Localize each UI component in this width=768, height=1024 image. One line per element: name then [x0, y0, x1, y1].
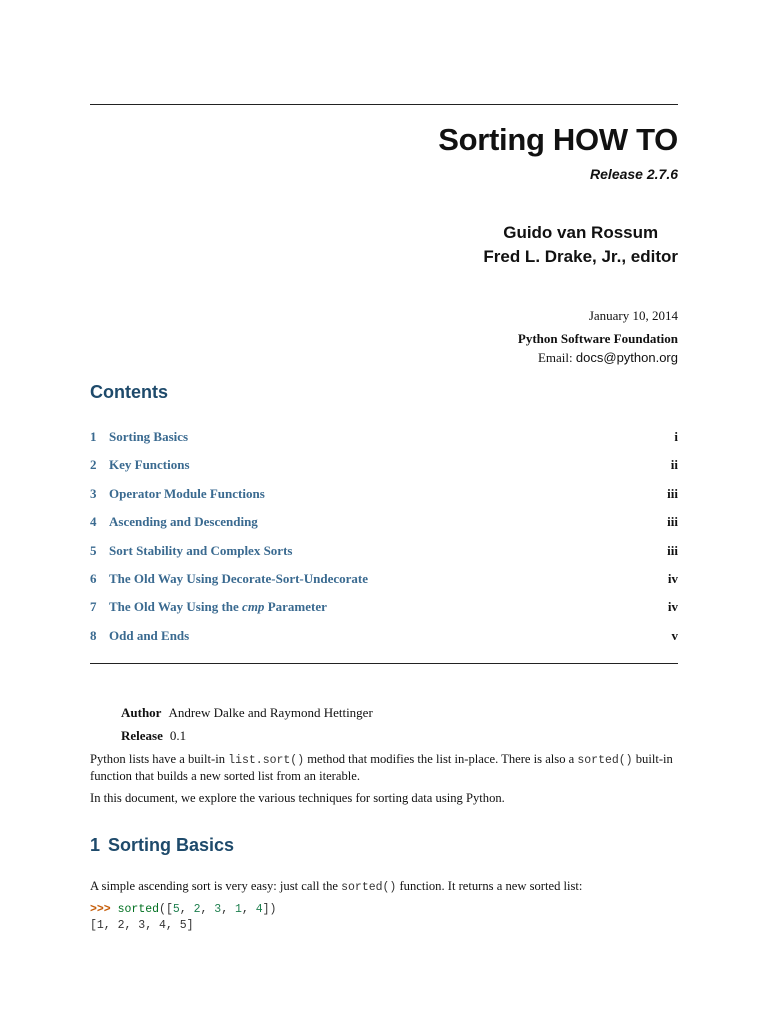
code-punct: ([	[159, 903, 173, 916]
document-meta	[518, 306, 678, 367]
author-name: Guido van Rossum	[503, 223, 659, 242]
toc-item-number: 6	[90, 570, 97, 586]
code-punct: ])	[262, 903, 277, 916]
toc-item[interactable]	[90, 570, 678, 598]
toc-item-link[interactable]	[109, 598, 327, 616]
section-number: 1	[90, 835, 101, 855]
email-label: Email:	[537, 350, 573, 365]
toc-item-number: 4	[90, 514, 97, 530]
toc-item-number: 1	[90, 429, 97, 444]
code-number: 3	[214, 903, 222, 916]
toc-item[interactable]	[90, 456, 678, 484]
inline-code[interactable]: sorted()	[577, 754, 633, 767]
organization-name: Python Software Foundation	[517, 331, 678, 346]
release-field	[121, 728, 186, 744]
intro-paragraph-2: In this document, we explore the various techniques for sorting data using Python.	[90, 791, 505, 805]
section-heading	[90, 835, 234, 856]
toc-item-page: iv	[667, 599, 678, 615]
section-paragraph	[90, 879, 682, 896]
toc-item-page: iii	[667, 542, 678, 558]
code-output-line: [1, 2, 3, 4, 5]	[90, 919, 194, 932]
text-run: built-in function that builds a new sorted list from an iterable.	[90, 752, 673, 783]
toc-item-page: iv	[667, 570, 678, 586]
code-prompt: >>>	[90, 903, 111, 916]
toc-item-number: 7	[90, 599, 97, 615]
toc-label-emphasis: cmp	[242, 599, 265, 615]
document-date: January 10, 2014	[588, 308, 678, 323]
toc-item-link[interactable]: Sort Stability and Complex Sorts	[109, 542, 293, 558]
release-field-label: Release	[121, 728, 163, 743]
toc-label-part: Parameter	[264, 599, 327, 615]
toc-item-link[interactable]: Key Functions	[109, 457, 190, 473]
toc-item-link[interactable]: Sorting Basics	[109, 429, 189, 444]
inline-code[interactable]: list.sort()	[228, 754, 305, 767]
code-number: 1	[235, 903, 242, 916]
table-of-contents	[90, 428, 678, 655]
toc-item-page: ii	[670, 457, 678, 473]
authors-block	[483, 221, 678, 269]
toc-item-number: 8	[90, 627, 97, 643]
toc-item-number: 3	[90, 485, 97, 501]
text-run: function. It returns a new sorted list:	[396, 879, 583, 893]
code-input-line: >>> sorted([5, 2, 3, 1, 4])	[90, 903, 277, 916]
toc-item-link[interactable]: Ascending and Descending	[109, 514, 258, 530]
intro-paragraph	[90, 752, 682, 784]
toc-item-page: v	[671, 627, 678, 643]
top-rule	[90, 104, 678, 105]
author-name: Fred L. Drake, Jr., editor	[483, 247, 678, 266]
contents-bottom-rule	[90, 663, 678, 664]
toc-item-link[interactable]: Operator Module Functions	[109, 485, 265, 501]
toc-item[interactable]	[90, 598, 678, 626]
toc-item[interactable]	[90, 485, 678, 513]
toc-item[interactable]	[90, 627, 678, 655]
code-number: 5	[172, 903, 180, 916]
release-field-value: 0.1	[169, 728, 187, 743]
email-link[interactable]: docs@python.org	[575, 350, 678, 365]
toc-item-link[interactable]: Odd and Ends	[109, 627, 190, 643]
author-field-label: Author	[121, 705, 162, 720]
toc-label-part: The Old Way Using the	[109, 599, 243, 615]
toc-item-link[interactable]: The Old Way Using Decorate-Sort-Undecorate	[109, 570, 369, 586]
toc-item[interactable]	[90, 428, 678, 456]
toc-item[interactable]	[90, 542, 678, 570]
document-release: Release 2.7.6	[590, 166, 678, 182]
text-run: Python lists have a built-in	[90, 752, 229, 766]
inline-code[interactable]: sorted()	[341, 881, 397, 894]
text-run: method that modifies the list in-place. There is also a	[304, 752, 578, 766]
toc-item-number: 2	[90, 457, 97, 473]
text-run: A simple ascending sort is very easy: just call the	[90, 879, 342, 893]
toc-item-page: iii	[667, 514, 678, 530]
code-function: sorted	[117, 903, 160, 916]
section-title: Sorting Basics	[108, 835, 235, 855]
code-number: 4	[255, 903, 263, 916]
code-number: 2	[193, 903, 201, 916]
document-title: Sorting HOW TO	[438, 122, 678, 157]
toc-item[interactable]	[90, 513, 678, 541]
author-field	[121, 705, 373, 721]
contents-heading: Contents	[90, 382, 168, 402]
author-field-value: Andrew Dalke and Raymond Hettinger	[168, 705, 373, 720]
toc-item-number: 5	[90, 542, 97, 558]
toc-item-page: i	[674, 429, 678, 444]
toc-item-page: iii	[667, 485, 678, 501]
